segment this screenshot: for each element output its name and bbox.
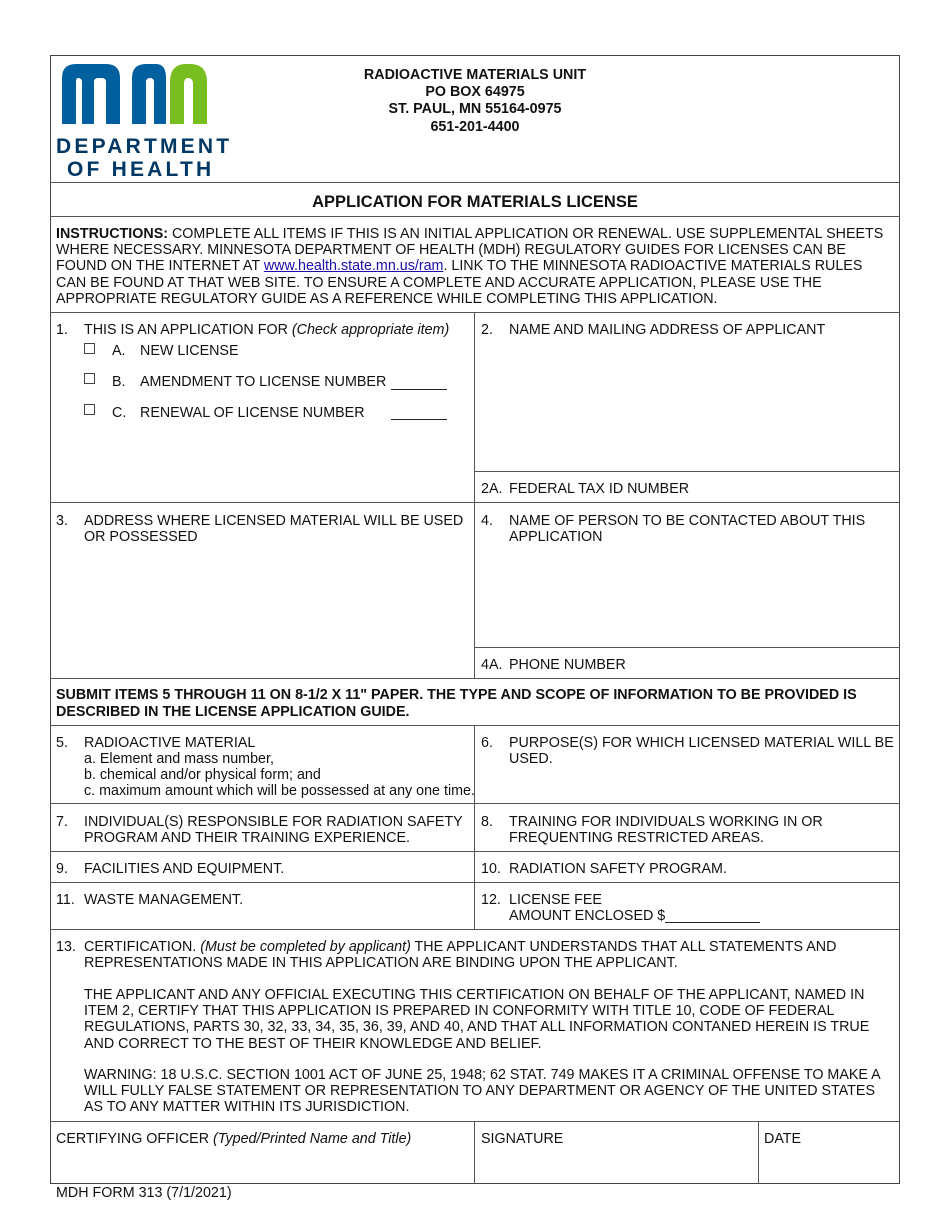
instructions-label: INSTRUCTIONS: bbox=[56, 226, 168, 242]
item5-label: RADIOACTIVE MATERIAL bbox=[84, 735, 256, 751]
item10-heading bbox=[481, 861, 727, 877]
item7-heading bbox=[56, 814, 463, 830]
divider bbox=[50, 678, 900, 679]
certifying-officer-label bbox=[56, 1131, 411, 1147]
divider bbox=[50, 929, 900, 930]
item1-label: THIS IS AN APPLICATION FOR bbox=[84, 322, 288, 338]
new-license-checkbox[interactable] bbox=[84, 343, 95, 354]
item13-warning: WARNING: 18 U.S.C. SECTION 1001 ACT OF JUNE 25, 1948; 62 STAT. 749 MAKES IT A CRIMINAL OFFENSE TO MAKE A WILL FULLY FALSE STATEMENT OR REPRESENTATION TO ANY DEPARTMENT OR AGENCY OF THE UNITED STATES AS TO ANY MATTER WITHIN ITS JURISDICTION. bbox=[84, 1067, 880, 1116]
item5-heading bbox=[56, 735, 255, 751]
divider bbox=[50, 851, 900, 852]
renewal-license-number-field[interactable] bbox=[391, 419, 447, 420]
option-b-label: AMENDMENT TO LICENSE NUMBER bbox=[140, 374, 387, 390]
item2a-label: FEDERAL TAX ID NUMBER bbox=[509, 481, 690, 497]
divider bbox=[50, 1121, 900, 1122]
column-divider bbox=[758, 1121, 759, 1184]
item6-line1: PURPOSE(S) FOR WHICH LICENSED MATERIAL WILL BE bbox=[509, 735, 894, 751]
page-title: APPLICATION FOR MATERIALS LICENSE bbox=[312, 193, 638, 211]
item5-number: 5. bbox=[56, 735, 68, 751]
form-number: MDH FORM 313 (7/1/2021) bbox=[56, 1185, 232, 1201]
item13-label: CERTIFICATION. bbox=[84, 939, 197, 955]
item12-line1: LICENSE FEE bbox=[509, 892, 602, 908]
org-name-line1: DEPARTMENT bbox=[56, 135, 233, 158]
item4a-heading bbox=[481, 657, 626, 673]
header-phone: 651-201-4400 bbox=[430, 119, 520, 135]
signature-label: SIGNATURE bbox=[481, 1131, 564, 1147]
item3-number: 3. bbox=[56, 513, 68, 529]
divider bbox=[50, 803, 900, 804]
column-divider bbox=[474, 312, 475, 678]
divider bbox=[474, 471, 900, 472]
column-divider bbox=[474, 1121, 475, 1184]
item5-a: a. Element and mass number, bbox=[84, 751, 274, 767]
divider bbox=[50, 502, 900, 503]
submit-note-line2: DESCRIBED IN THE LICENSE APPLICATION GUIDE. bbox=[56, 704, 410, 720]
item11-heading bbox=[56, 892, 243, 908]
divider bbox=[50, 882, 900, 883]
option-a-label: NEW LICENSE bbox=[140, 343, 239, 359]
item3-line2: OR POSSESSED bbox=[84, 529, 198, 545]
item5-b: b. chemical and/or physical form; and bbox=[84, 767, 321, 783]
item2-heading bbox=[481, 322, 825, 338]
option-a-letter: A. bbox=[112, 343, 126, 359]
item12-number: 12. bbox=[481, 892, 501, 908]
item2a-heading bbox=[481, 481, 689, 497]
item1-hint: (Check appropriate item) bbox=[291, 322, 450, 338]
item6-line2: USED. bbox=[509, 751, 553, 767]
item1-number: 1. bbox=[56, 322, 68, 338]
item8-heading bbox=[481, 814, 823, 830]
item13-certification bbox=[84, 939, 896, 971]
amendment-license-number-field[interactable] bbox=[391, 389, 447, 390]
item12-heading bbox=[481, 892, 602, 908]
option-c-label: RENEWAL OF LICENSE NUMBER bbox=[140, 405, 365, 421]
date-label: DATE bbox=[764, 1131, 802, 1147]
item9-heading bbox=[56, 861, 284, 877]
header-unit: RADIOACTIVE MATERIALS UNIT bbox=[363, 67, 587, 83]
item8-line1: TRAINING FOR INDIVIDUALS WORKING IN OR bbox=[509, 814, 823, 830]
divider bbox=[50, 182, 900, 183]
instructions-text-2: . LINK TO THE MINNESOTA RADIOACTIVE MATERIALS RULES CAN BE FOUND AT THAT WEB SITE. TO ENSURE A COMPLETE AND ACCURATE APPLICATION, PLEASE USE THE APPROPRIATE REGULATORY GUIDE AS A REFERENCE WHILE COMPLETING THIS APPLICATION. bbox=[56, 258, 863, 307]
amendment-checkbox[interactable] bbox=[84, 373, 95, 384]
item13-p2: THE APPLICANT AND ANY OFFICIAL EXECUTING THIS CERTIFICATION ON BEHALF OF THE APPLICANT, NAMED IN ITEM 2, CERTIFY THAT THIS APPLICATION IS PREPARED IN CONFORMITY WITH TITLE 10, CODE OF FEDERAL REGULATIONS, PARTS 30, 32, 33, 34, 35, 36, 39, AND 40, AND THAT ALL INFORMATION CONTANED HEREIN IS TRUE AND CORRECT TO THE BEST OF THEIR KNOWLEDGE AND BELIEF. bbox=[84, 987, 870, 1052]
item1-heading bbox=[56, 322, 449, 338]
item11-number: 11. bbox=[56, 892, 75, 908]
option-b-letter: B. bbox=[112, 374, 126, 390]
instructions bbox=[56, 226, 896, 307]
instructions-text: COMPLETE ALL ITEMS IF THIS IS AN INITIAL APPLICATION OR RENEWAL. USE SUPPLEMENTAL SHEETS WHERE NECESSARY. MINNESOTA DEPARTMENT OF HEALTH (MDH) REGULATORY GUIDES FOR LICENSES CAN BE FOUND ON THE INTERNET AT bbox=[56, 226, 884, 275]
option-c-letter: C. bbox=[112, 405, 127, 421]
column-divider bbox=[474, 725, 475, 929]
certifying-officer-field[interactable] bbox=[52, 1150, 472, 1182]
item4-heading bbox=[481, 513, 865, 529]
item10-label: RADIATION SAFETY PROGRAM. bbox=[509, 861, 727, 877]
item6-heading bbox=[481, 735, 894, 751]
item4-line1: NAME OF PERSON TO BE CONTACTED ABOUT THIS bbox=[509, 513, 866, 529]
item7-line1: INDIVIDUAL(S) RESPONSIBLE FOR RADIATION SAFETY bbox=[84, 814, 463, 830]
amount-enclosed-field[interactable] bbox=[665, 922, 760, 923]
item13-hint: (Must be completed by applicant) bbox=[200, 939, 411, 955]
item8-number: 8. bbox=[481, 814, 493, 830]
item7-line2: PROGRAM AND THEIR TRAINING EXPERIENCE. bbox=[84, 830, 410, 846]
item11-label: WASTE MANAGEMENT. bbox=[84, 892, 244, 908]
item8-line2: FREQUENTING RESTRICTED AREAS. bbox=[509, 830, 764, 846]
date-field[interactable] bbox=[760, 1150, 898, 1182]
item13-number: 13. bbox=[56, 939, 76, 955]
item12-line2: AMOUNT ENCLOSED $ bbox=[509, 908, 666, 924]
signature-field[interactable] bbox=[476, 1150, 756, 1182]
header-po-box: PO BOX 64975 bbox=[425, 84, 525, 100]
item10-number: 10. bbox=[481, 861, 501, 877]
org-name-line2: OF HEALTH bbox=[67, 158, 215, 181]
renewal-checkbox[interactable] bbox=[84, 404, 95, 415]
item4a-label: PHONE NUMBER bbox=[509, 657, 626, 673]
item6-number: 6. bbox=[481, 735, 493, 751]
item2-number: 2. bbox=[481, 322, 493, 338]
officer-hint: (Typed/Printed Name and Title) bbox=[213, 1131, 412, 1147]
divider bbox=[474, 647, 900, 648]
item4-number: 4. bbox=[481, 513, 493, 529]
officer-label: CERTIFYING OFFICER bbox=[56, 1131, 210, 1147]
item9-number: 9. bbox=[56, 861, 68, 877]
submit-note-line1: SUBMIT ITEMS 5 THROUGH 11 ON 8-1/2 X 11" PAPER. THE TYPE AND SCOPE OF INFORMATION TO BE PROVIDED IS bbox=[56, 687, 857, 703]
header-city: ST. PAUL, MN 55164-0975 bbox=[388, 101, 562, 117]
mdh-ram-link[interactable]: www.health.state.mn.us/ram bbox=[263, 258, 444, 275]
item3-heading bbox=[56, 513, 463, 529]
mn-logo-icon bbox=[62, 64, 212, 124]
item2-label: NAME AND MAILING ADDRESS OF APPLICANT bbox=[509, 322, 826, 338]
divider bbox=[50, 725, 900, 726]
item4-line2: APPLICATION bbox=[509, 529, 603, 545]
divider bbox=[50, 216, 900, 217]
divider bbox=[50, 312, 900, 313]
item3-line1: ADDRESS WHERE LICENSED MATERIAL WILL BE USED bbox=[84, 513, 464, 529]
item2a-number: 2A. bbox=[481, 481, 503, 497]
item7-number: 7. bbox=[56, 814, 68, 830]
item5-c: c. maximum amount which will be possessed at any one time. bbox=[84, 783, 475, 799]
item9-label: FACILITIES AND EQUIPMENT. bbox=[84, 861, 285, 877]
item4a-number: 4A. bbox=[481, 657, 503, 673]
item13-p1: THE APPLICANT UNDERSTANDS THAT ALL STATEMENTS AND REPRESENTATIONS MADE IN THIS APPLICATION ARE BINDING UPON THE APPLICANT. bbox=[84, 939, 837, 972]
